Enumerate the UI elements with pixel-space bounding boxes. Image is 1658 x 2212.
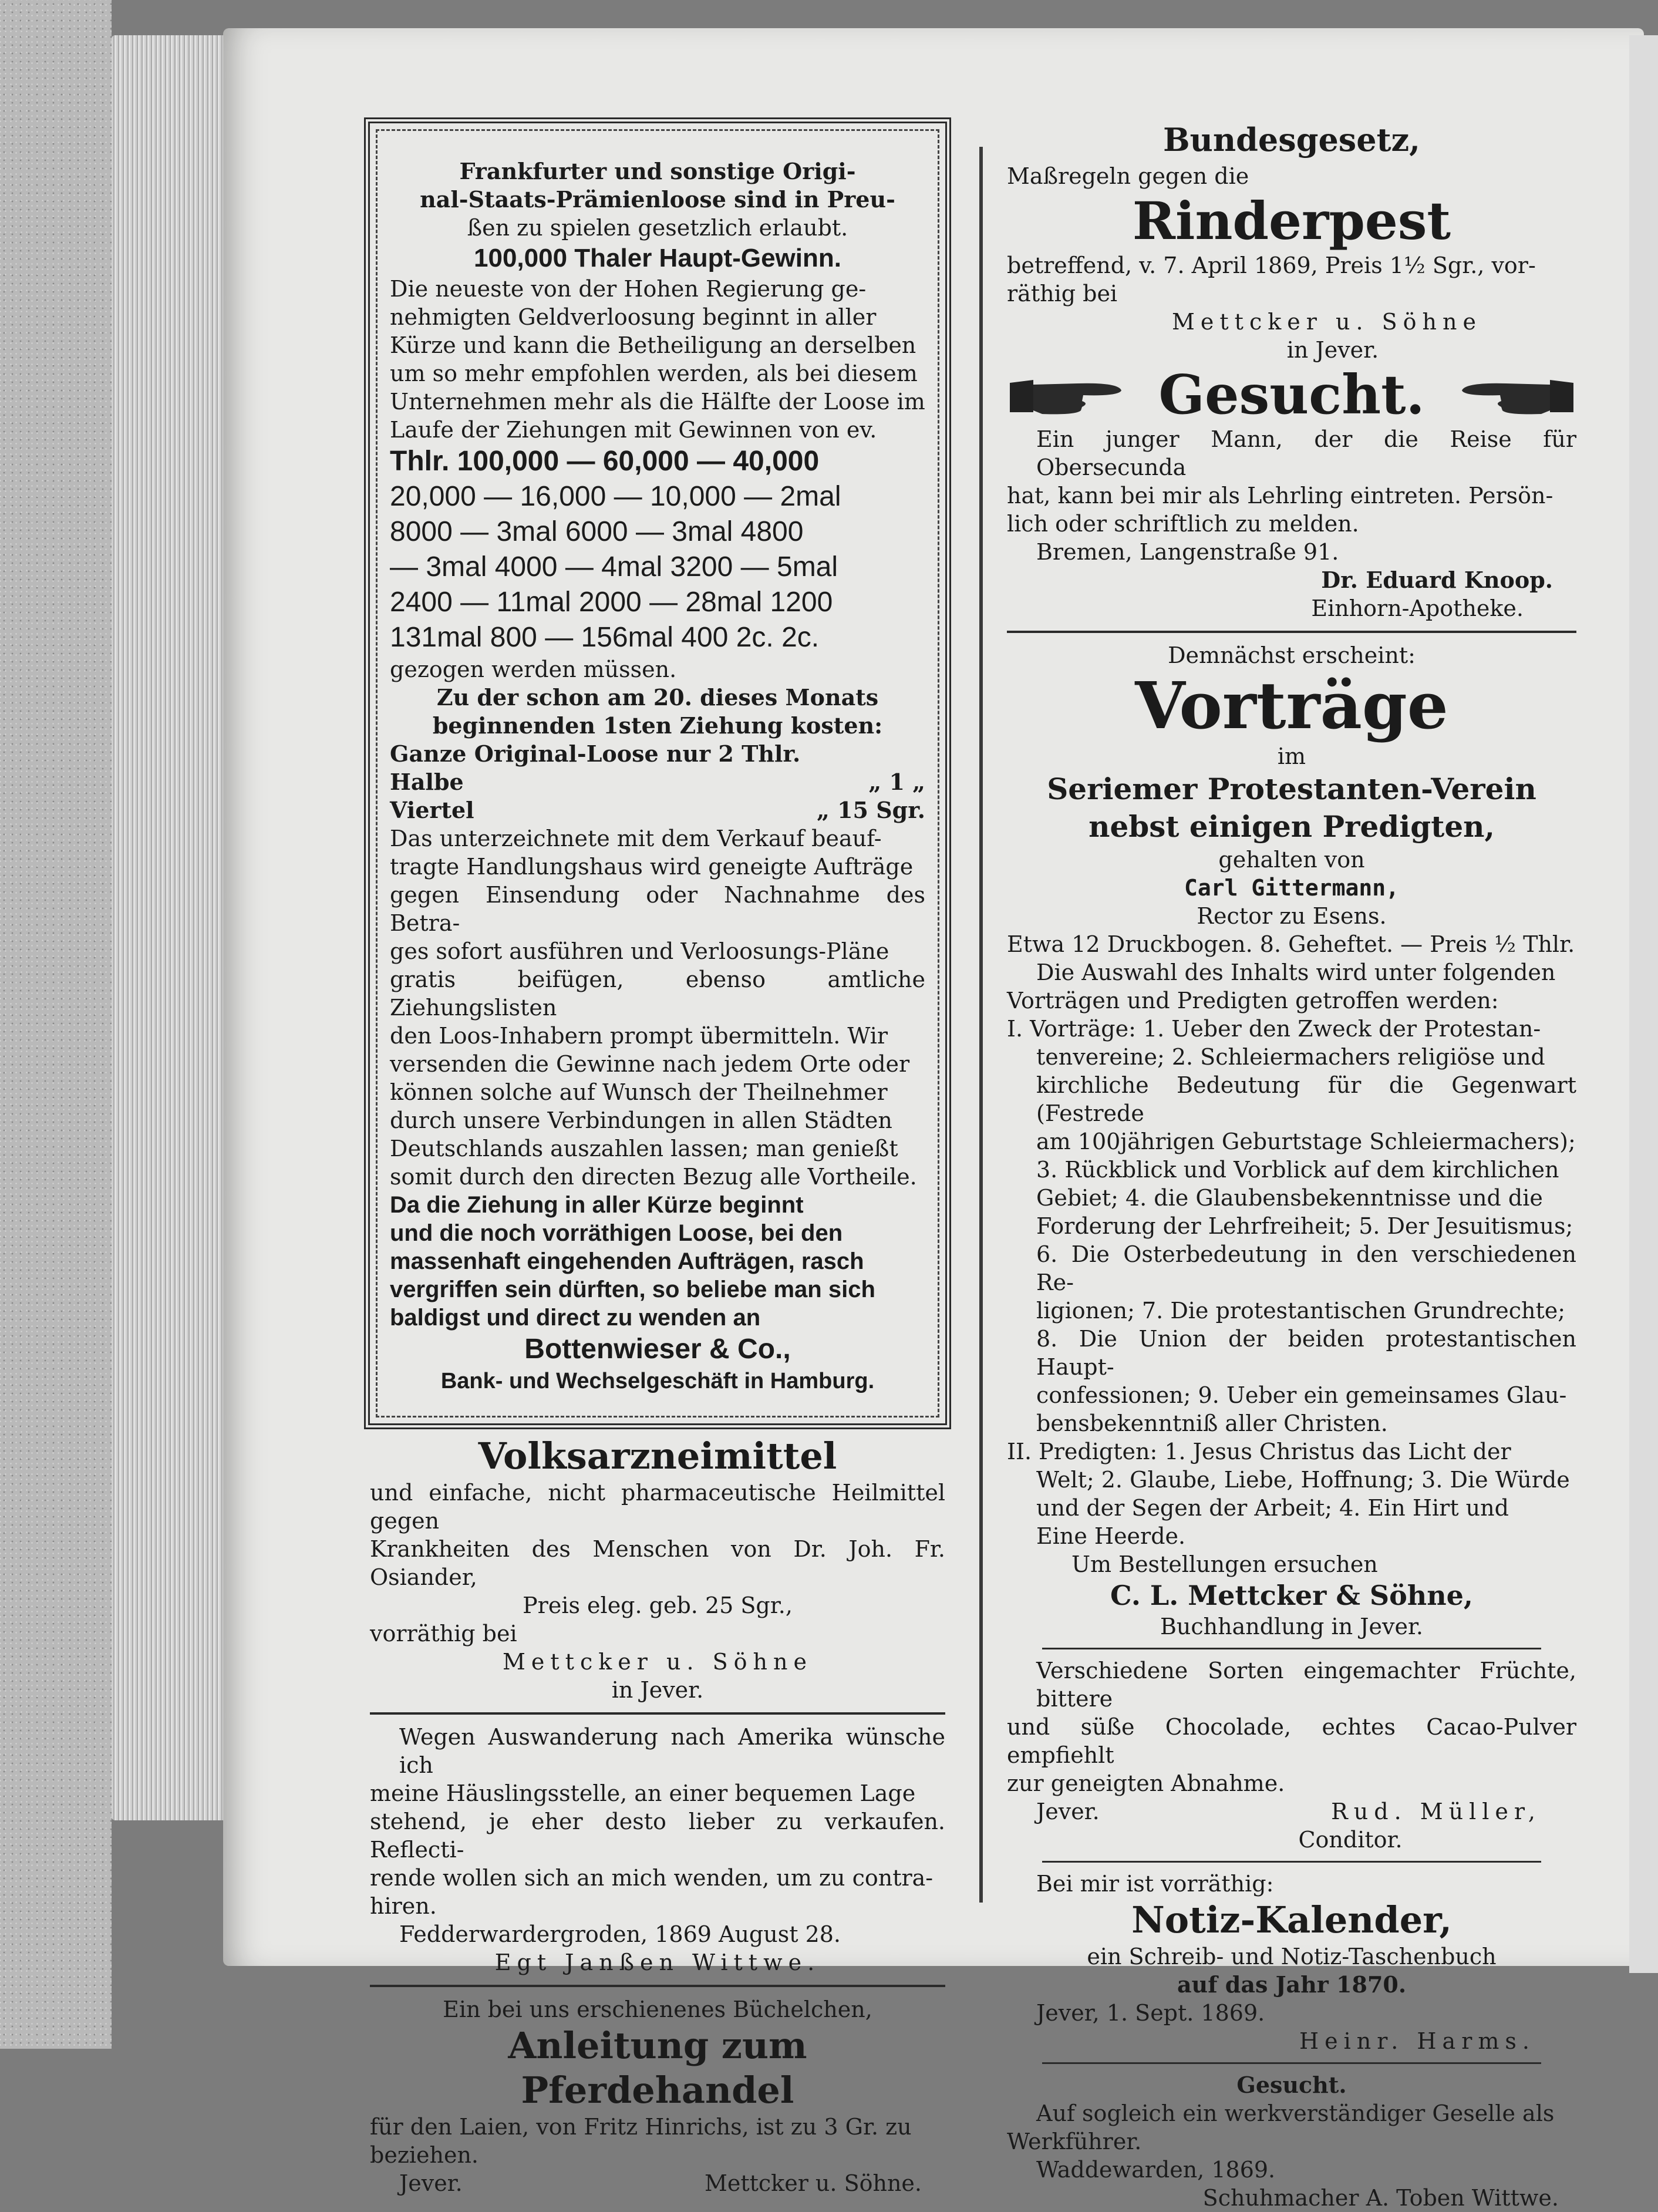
ad-text-line: stehend, je eher desto lieber zu verkaufen. Reflecti- <box>370 1809 945 1863</box>
ad-title: Volksarzneimittel <box>478 1435 837 1477</box>
price-row <box>390 796 925 824</box>
section-rule <box>1007 631 1576 633</box>
section-rule <box>370 1712 945 1715</box>
section-rule <box>1042 1861 1541 1863</box>
ad-text-line: tragte Handlungshaus wird geneigte Aufträge <box>390 854 914 880</box>
ad-signature-sub: Einhorn-Apotheke. <box>1311 595 1524 621</box>
ad-text-line: ges sofort ausführen und Verloosungs-Pläne <box>390 938 889 964</box>
wanted-header <box>1007 364 1576 425</box>
list-item: 3. Rückblick und Vorblick auf dem kirchlichen <box>1036 1157 1559 1183</box>
page-edges <box>112 35 229 1820</box>
ad-price: Preis eleg. geb. 25 Sgr., <box>523 1592 793 1618</box>
ad-text-line: gratis beifügen, ebenso amtliche Ziehungslisten <box>390 967 925 1021</box>
ad-title: Anleitung zum Pferdehandel <box>508 2024 807 2112</box>
list-item: Gebiet; 4. die Glaubensbekenntnisse und die <box>1036 1185 1543 1211</box>
ad-text-line: Kürze und kann die Betheiligung an derselben <box>390 332 916 358</box>
ad-signature: Schuhmacher A. Toben Wittwe. <box>1202 2185 1559 2211</box>
ad-subtitle: Seriemer Protestanten-Verein <box>1047 772 1536 806</box>
book-cover-edge <box>0 0 112 2049</box>
list-item: II. Predigten: 1. Jesus Christus das Licht der <box>1007 1439 1511 1464</box>
left-column <box>370 117 945 2197</box>
ad-text-line: vorräthig bei <box>370 1621 517 1647</box>
seller-place: in Jever. <box>1286 337 1379 363</box>
list-item: am 100jährigen Geburtstage Schleiermachers); <box>1036 1129 1576 1154</box>
seller-name: Mettcker u. Söhne <box>503 1649 813 1675</box>
list-item: 6. Die Osterbedeutung in den verschiedenen Re- <box>1036 1241 1576 1295</box>
ad-text-line: im <box>1277 743 1306 769</box>
ad-closing-line: und die noch vorräthigen Loose, bei den <box>390 1220 843 1246</box>
section-rule <box>1042 2062 1541 2064</box>
list-item: Welt; 2. Glaube, Liebe, Hoffnung; 3. Die Würde <box>1036 1467 1570 1493</box>
medicine-ad <box>370 1434 945 1704</box>
list-item: bensbekenntniß aller Christen. <box>1036 1410 1388 1436</box>
ad-title: Gesucht. <box>1236 2072 1347 2098</box>
right-column <box>1007 117 1576 2212</box>
ad-text-line: Wegen Auswanderung nach Amerika wünsche ich <box>399 1724 945 1778</box>
list-item: 8. Die Union der beiden protestantischen Haupt- <box>1036 1326 1576 1380</box>
ad-text-line: gezogen werden müssen. <box>390 656 677 682</box>
ad-text-line: hat, kann bei mir als Lehrling eintreten. Persön- <box>1007 483 1553 509</box>
ad-text-line: meine Häuslingsstelle, an einer bequemen Lage <box>370 1780 916 1806</box>
company-name: Bottenwieser & Co., <box>524 1334 791 1365</box>
section-rule <box>1042 1648 1541 1649</box>
seller-place: in Jever. <box>611 1677 704 1703</box>
list-item: ligionen; 7. Die protestantischen Grundrechte; <box>1036 1298 1566 1324</box>
emigration-ad <box>370 1723 945 1977</box>
author-name: Carl Gittermann, <box>1184 875 1400 901</box>
ad-intro: Ein bei uns erschienenes Büchelchen, <box>443 1996 872 2022</box>
ad-text-line: Krankheiten des Menschen von Dr. Joh. Fr. Osiander, <box>370 1536 945 1590</box>
ad-text-line: auf das Jahr 1870. <box>1177 1971 1407 1998</box>
cost-heading: beginnenden 1sten Ziehung kosten: <box>432 712 883 739</box>
ad-title-line: nal-Staats-Prämienloose sind in Preu- <box>420 186 895 213</box>
list-item: confessionen; 9. Ueber ein gemeinsames Glau- <box>1036 1382 1567 1408</box>
lottery-advertisement <box>364 117 951 1429</box>
ad-subtitle: nebst einigen Predigten, <box>1089 809 1495 844</box>
list-item: kirchliche Bedeutung für die Gegenwart (Festrede <box>1036 1072 1576 1126</box>
ad-text-line: und einfache, nicht pharmaceutische Heilmittel gegen <box>370 1480 945 1534</box>
ad-title-line: Frankfurter und sonstige Origi- <box>459 158 856 184</box>
ad-text-line: Die Auswahl des Inhalts wird unter folgenden <box>1036 959 1556 985</box>
prize-line: — 3mal 4000 — 4mal 3200 — 5mal <box>390 551 838 583</box>
ad-text-line: Auf sogleich ein werkverständiger Geselle als <box>1036 2100 1555 2126</box>
cost-heading: Zu der schon am 20. dieses Monats <box>436 684 879 711</box>
ad-place: Jever. <box>1036 1799 1100 1824</box>
ad-text-line: für den Laien, von Fritz Hinrichs, ist zu 3 Gr. zu <box>370 2114 912 2140</box>
confectionery-ad <box>1007 1657 1576 1854</box>
apprentice-wanted-ad <box>1007 364 1576 622</box>
ad-signature: Rud. Müller, <box>1331 1799 1541 1824</box>
price-value: „ 1 „ <box>868 769 925 795</box>
ad-text-line: betreffend, v. 7. April 1869, Preis 1½ Sgr., vor- <box>1007 252 1536 278</box>
ad-signature: Dr. Eduard Knoop. <box>1321 567 1553 593</box>
ad-text-line: Werkführer. <box>1007 2129 1142 2154</box>
seller-name: Mettcker u. Söhne. <box>704 2170 922 2196</box>
ad-text-line: zur geneigten Abnahme. <box>1007 1770 1285 1796</box>
ad-place: Jever. <box>399 2170 463 2196</box>
ad-text-line: Etwa 12 Druckbogen. 8. Geheftet. — Preis ½ Thlr. <box>1007 931 1575 957</box>
prize-line: 20,000 — 16,000 — 10,000 — 2mal <box>390 481 841 512</box>
firm-name: C. L. Mettcker & Söhne, <box>1110 1580 1473 1611</box>
ad-dateline: Fedderwardergroden, 1869 August 28. <box>399 1921 841 1947</box>
ad-text-line: können solche auf Wunsch der Theilnehmer <box>390 1079 888 1105</box>
ad-text-line: Unternehmen mehr als die Hälfte der Loose im <box>390 389 925 415</box>
ad-text-line: gehalten von <box>1218 847 1365 873</box>
ad-text-line: nehmigten Geldverloosung beginnt in aller <box>390 304 877 330</box>
author-role: Rector zu Esens. <box>1197 903 1387 929</box>
seller-name: Mettcker u. Söhne <box>1172 309 1482 335</box>
ad-text-line: somit durch den directen Bezug alle Vortheile. <box>390 1164 917 1190</box>
ad-signature: Heinr. Harms. <box>1299 2028 1535 2054</box>
price-row: Ganze Original-Loose nur 2 Thlr. <box>390 740 801 767</box>
price-label: Viertel <box>390 797 474 823</box>
ad-intro: Demnächst erscheint: <box>1168 642 1416 668</box>
price-value: „ 15 Sgr. <box>817 797 925 823</box>
ad-title-line: ßen zu spielen gesetzlich erlaubt. <box>467 215 848 241</box>
ad-text-line: durch unsere Verbindungen in allen Städten <box>390 1107 892 1133</box>
ad-signature: Egt Janßen Wittwe. <box>494 1950 821 1975</box>
ad-text-line: um so mehr empfohlen werden, als bei diesem <box>390 361 918 386</box>
ad-text-line: den Loos-Inhabern prompt übermitteln. Wir <box>390 1023 888 1049</box>
ad-footer <box>1007 1797 1576 1826</box>
cattle-plague-law-ad <box>1007 117 1576 364</box>
ad-text-line: Verschiedene Sorten eingemachter Früchte, bittere <box>1036 1658 1576 1712</box>
firm-subtitle: Buchhandlung in Jever. <box>1160 1614 1424 1639</box>
list-item: Eine Heerde. <box>1036 1523 1186 1549</box>
ad-title: Gesucht. <box>1158 363 1425 426</box>
list-item: und der Segen der Arbeit; 4. Ein Hirt und <box>1036 1495 1509 1521</box>
calendar-ad <box>1007 1870 1576 2055</box>
list-item: I. Vorträge: 1. Ueber den Zweck der Protestan- <box>1007 1016 1541 1042</box>
lectures-book-ad <box>1007 641 1576 1641</box>
ad-intro: Bei mir ist vorräthig: <box>1036 1871 1274 1897</box>
ad-text-line: Ein junger Mann, der die Reise für Obersecunda <box>1036 426 1576 480</box>
ad-text-line: lich oder schriftlich zu melden. <box>1007 511 1359 537</box>
ad-text-line: Vorträgen und Predigten getroffen werden: <box>1007 988 1499 1014</box>
ad-headline: 100,000 Thaler Haupt-Gewinn. <box>474 244 841 272</box>
ad-text-line: gegen Einsendung oder Nachnahme des Betra- <box>390 882 925 936</box>
ad-text-line: Um Bestellungen ersuchen <box>1071 1551 1378 1577</box>
price-label: Halbe <box>390 769 464 795</box>
company-subtitle: Bank- und Wechselgeschäft in Hamburg. <box>440 1369 875 1393</box>
prize-line: Thlr. 100,000 — 60,000 — 40,000 <box>390 446 820 477</box>
list-item: Forderung der Lehrfreiheit; 5. Der Jesuitismus; <box>1036 1213 1573 1239</box>
ad-text-line: Die neueste von der Hohen Regierung ge- <box>390 276 867 302</box>
ad-text-line: rende wollen sich an mich wenden, um zu contra- <box>370 1865 934 1891</box>
pointing-hand-right-icon <box>1007 368 1124 421</box>
ad-closing-line: vergriffen sein dürften, so beliebe man sich <box>390 1277 875 1302</box>
next-page-strip <box>1629 35 1658 1973</box>
horse-trade-book-ad <box>370 1995 945 2197</box>
ad-closing-line: baldigst und direct zu wenden an <box>390 1305 761 1331</box>
ad-title: Vorträge <box>1135 668 1448 743</box>
ad-place: Waddewarden, 1869. <box>1036 2157 1276 2183</box>
ad-text-line: beziehen. <box>370 2142 478 2168</box>
prize-line: 131mal 800 — 156mal 400 2c. 2c. <box>390 622 820 653</box>
ad-title: Bundesgesetz, <box>1163 121 1420 159</box>
ad-text-line: versenden die Gewinne nach jedem Orte oder <box>390 1051 910 1077</box>
prize-line: 2400 — 11mal 2000 — 28mal 1200 <box>390 587 833 618</box>
ad-title: Notiz-Kalender, <box>1131 1898 1452 1941</box>
ad-text-line: Laufe der Ziehungen mit Gewinnen von ev. <box>390 417 877 443</box>
ad-dateline: Jever, 1. Sept. 1869. <box>1036 2000 1265 2026</box>
list-item: tenvereine; 2. Schleiermachers religiöse und <box>1036 1044 1545 1070</box>
ad-place: Bremen, Langenstraße 91. <box>1036 539 1339 565</box>
column-divider <box>979 147 983 1903</box>
ad-headline: Rinderpest <box>1132 190 1451 251</box>
journeyman-wanted-ad <box>1007 2071 1576 2212</box>
ad-closing-line: Da die Ziehung in aller Kürze beginnt <box>390 1192 804 1218</box>
ad-footer <box>370 2169 945 2197</box>
ad-text-line: Deutschlands auszahlen lassen; man genießt <box>390 1136 898 1161</box>
section-rule <box>370 1985 945 1987</box>
price-row <box>390 768 925 796</box>
ad-text-line: hiren. <box>370 1893 437 1919</box>
pointing-hand-left-icon <box>1459 368 1576 421</box>
ad-subtitle: Maßregeln gegen die <box>1007 163 1249 189</box>
ad-text-line: räthig bei <box>1007 281 1118 307</box>
prize-line: 8000 — 3mal 6000 — 3mal 4800 <box>390 516 804 547</box>
ad-text-line: und süße Chocolade, echtes Cacao-Pulver empfiehlt <box>1007 1714 1576 1768</box>
ad-signature-sub: Conditor. <box>1298 1827 1403 1853</box>
ad-text-line: Das unterzeichnete mit dem Verkauf beauf- <box>390 826 882 851</box>
ad-text-line: ein Schreib- und Notiz-Taschenbuch <box>1087 1944 1497 1969</box>
ad-closing-line: massenhaft eingehenden Aufträgen, rasch <box>390 1248 864 1274</box>
